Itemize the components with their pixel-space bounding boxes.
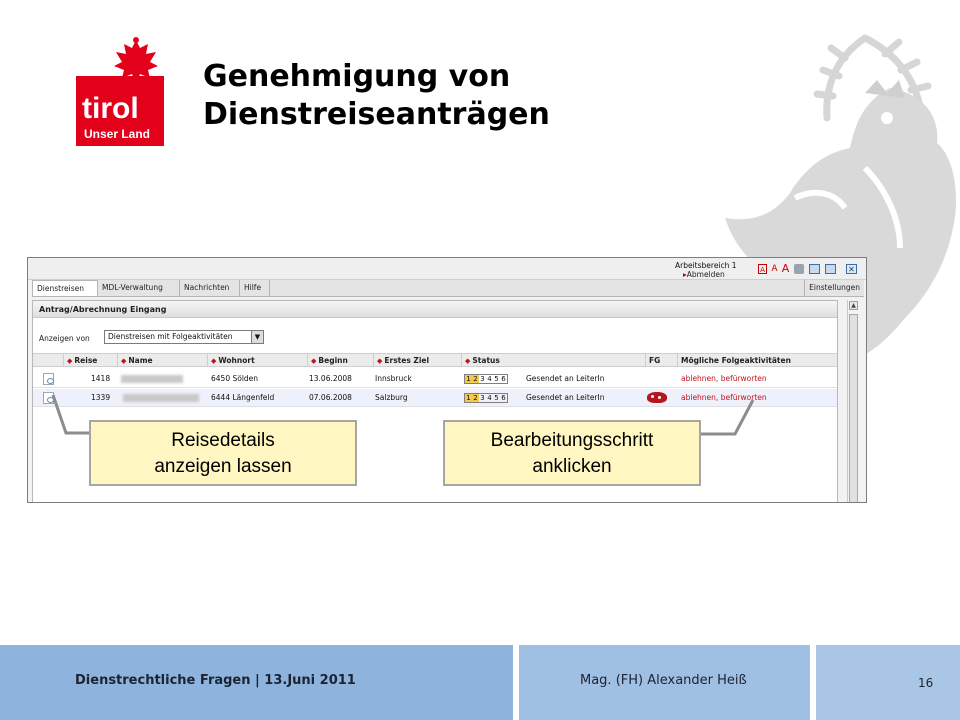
callout-details-line2: anzeigen lassen (154, 456, 292, 477)
status-step: 1 (466, 394, 471, 402)
status-step: 3 (480, 375, 485, 383)
sort-icon: ◆ (377, 357, 383, 365)
sort-icon: ◆ (311, 357, 317, 365)
slide-footer (0, 645, 960, 720)
tirol-logo (76, 32, 164, 146)
status-step: 5 (494, 375, 499, 383)
details-icon[interactable] (43, 373, 54, 385)
font-large-icon[interactable]: A (781, 262, 790, 275)
tab-dienstreisen[interactable]: Dienstreisen (32, 280, 98, 296)
cell-wohnort: 6444 Längenfeld (211, 393, 275, 402)
cell-reise: 1339 (91, 393, 111, 402)
workspace-label: Arbeitsbereich 1 (675, 261, 737, 270)
table-row[interactable] (33, 370, 837, 388)
status-step: 4 (487, 394, 492, 402)
logo-tagline: Unser Land (84, 127, 151, 141)
filter-select-value: Dienstreisen mit Folgeaktivitäten (108, 332, 233, 341)
callout-step-line2: anklicken (532, 456, 612, 477)
tab-mdl-verwaltung[interactable]: MDL-Verwaltung (98, 280, 180, 296)
sort-icon: ◆ (465, 357, 471, 365)
cell-beginn: 13.06.2008 (309, 374, 352, 383)
settings-link[interactable]: Einstellungen (804, 280, 864, 296)
font-small-icon[interactable]: A (758, 264, 767, 274)
chevron-down-icon[interactable]: ▼ (251, 331, 263, 343)
app-topbar (28, 258, 867, 280)
column-header-erstes-ziel[interactable]: ◆ Erstes Ziel (373, 354, 461, 367)
slide-title-line2: Dienstreiseanträgen (203, 97, 550, 132)
callout-step-line1: Bearbeitungsschritt (490, 430, 654, 451)
name-redacted (121, 375, 183, 383)
details-icon[interactable] (43, 392, 54, 404)
tab-hilfe[interactable]: Hilfe (240, 280, 270, 296)
column-header-beginn[interactable]: ◆ Beginn (307, 354, 373, 367)
print-icon[interactable] (794, 264, 804, 274)
status-step: 2 (473, 375, 478, 383)
cell-wohnort: 6450 Sölden (211, 374, 259, 383)
status-step: 6 (501, 394, 506, 402)
font-medium-icon[interactable]: A (771, 264, 778, 274)
scrollbar[interactable] (847, 300, 859, 503)
cell-status-text: Gesendet an LeiterIn (526, 374, 605, 383)
slide-title-line1: Genehmigung von (203, 59, 511, 94)
logo-wordmark: tirol (82, 92, 139, 125)
scrollbar-thumb[interactable] (849, 314, 858, 503)
cell-actions[interactable]: ablehnen, befürworten (681, 393, 767, 402)
close-icon[interactable]: ✕ (846, 264, 857, 274)
name-redacted (123, 394, 199, 402)
status-step: 1 (466, 375, 471, 383)
callout-step (443, 420, 701, 486)
table-row[interactable] (33, 389, 837, 407)
slide-title (203, 58, 550, 134)
column-header-folgeaktivitaeten: Mögliche Folgeaktivitäten (677, 354, 837, 367)
filter-label: Anzeigen von (39, 334, 90, 343)
cell-ziel: Innsbruck (375, 374, 412, 383)
app-tabs (32, 280, 864, 297)
sort-icon: ◆ (121, 357, 127, 365)
status-step: 4 (487, 375, 492, 383)
status-steps (464, 374, 508, 384)
cell-ziel: Salzburg (375, 393, 408, 402)
cell-reise: 1418 (91, 374, 111, 383)
ladybug-icon[interactable] (647, 392, 667, 403)
footer-author: Mag. (FH) Alexander Heiß (580, 673, 747, 688)
status-step: 6 (501, 375, 506, 383)
cell-status-text: Gesendet an LeiterIn (526, 393, 605, 402)
filter-select[interactable] (104, 330, 264, 344)
window-icon[interactable] (809, 264, 820, 274)
sort-icon: ◆ (211, 357, 217, 365)
footer-event: Dienstrechtliche Fragen | 13.Juni 2011 (75, 673, 356, 688)
cell-beginn: 07.06.2008 (309, 393, 352, 402)
column-header-fg: FG (645, 354, 677, 367)
footer-right-band (816, 645, 960, 720)
status-step: 5 (494, 394, 499, 402)
status-step: 2 (473, 394, 478, 402)
column-header-reise[interactable]: ◆ Reise (63, 354, 107, 367)
status-steps (464, 393, 508, 403)
panel-title: Antrag/Abrechnung Eingang (33, 301, 837, 318)
logout-label: Abmelden (686, 270, 725, 279)
sort-icon: ◆ (67, 357, 73, 365)
column-header-status[interactable]: ◆ Status (461, 354, 645, 367)
grid-header (33, 353, 837, 367)
window-restore-icon[interactable] (825, 264, 836, 274)
page-number: 16 (918, 676, 934, 690)
column-header-name[interactable]: ◆ Name (117, 354, 207, 367)
scroll-up-icon[interactable]: ▲ (849, 301, 858, 310)
callout-details-line1: Reisedetails (171, 430, 275, 451)
status-step: 3 (480, 394, 485, 402)
logout-link[interactable] (683, 270, 725, 279)
tab-nachrichten[interactable]: Nachrichten (180, 280, 240, 296)
column-header-wohnort[interactable]: ◆ Wohnort (207, 354, 307, 367)
logout-arrow-icon: ▸ (683, 270, 687, 279)
callout-details (89, 420, 357, 486)
cell-actions[interactable]: ablehnen, befürworten (681, 374, 767, 383)
